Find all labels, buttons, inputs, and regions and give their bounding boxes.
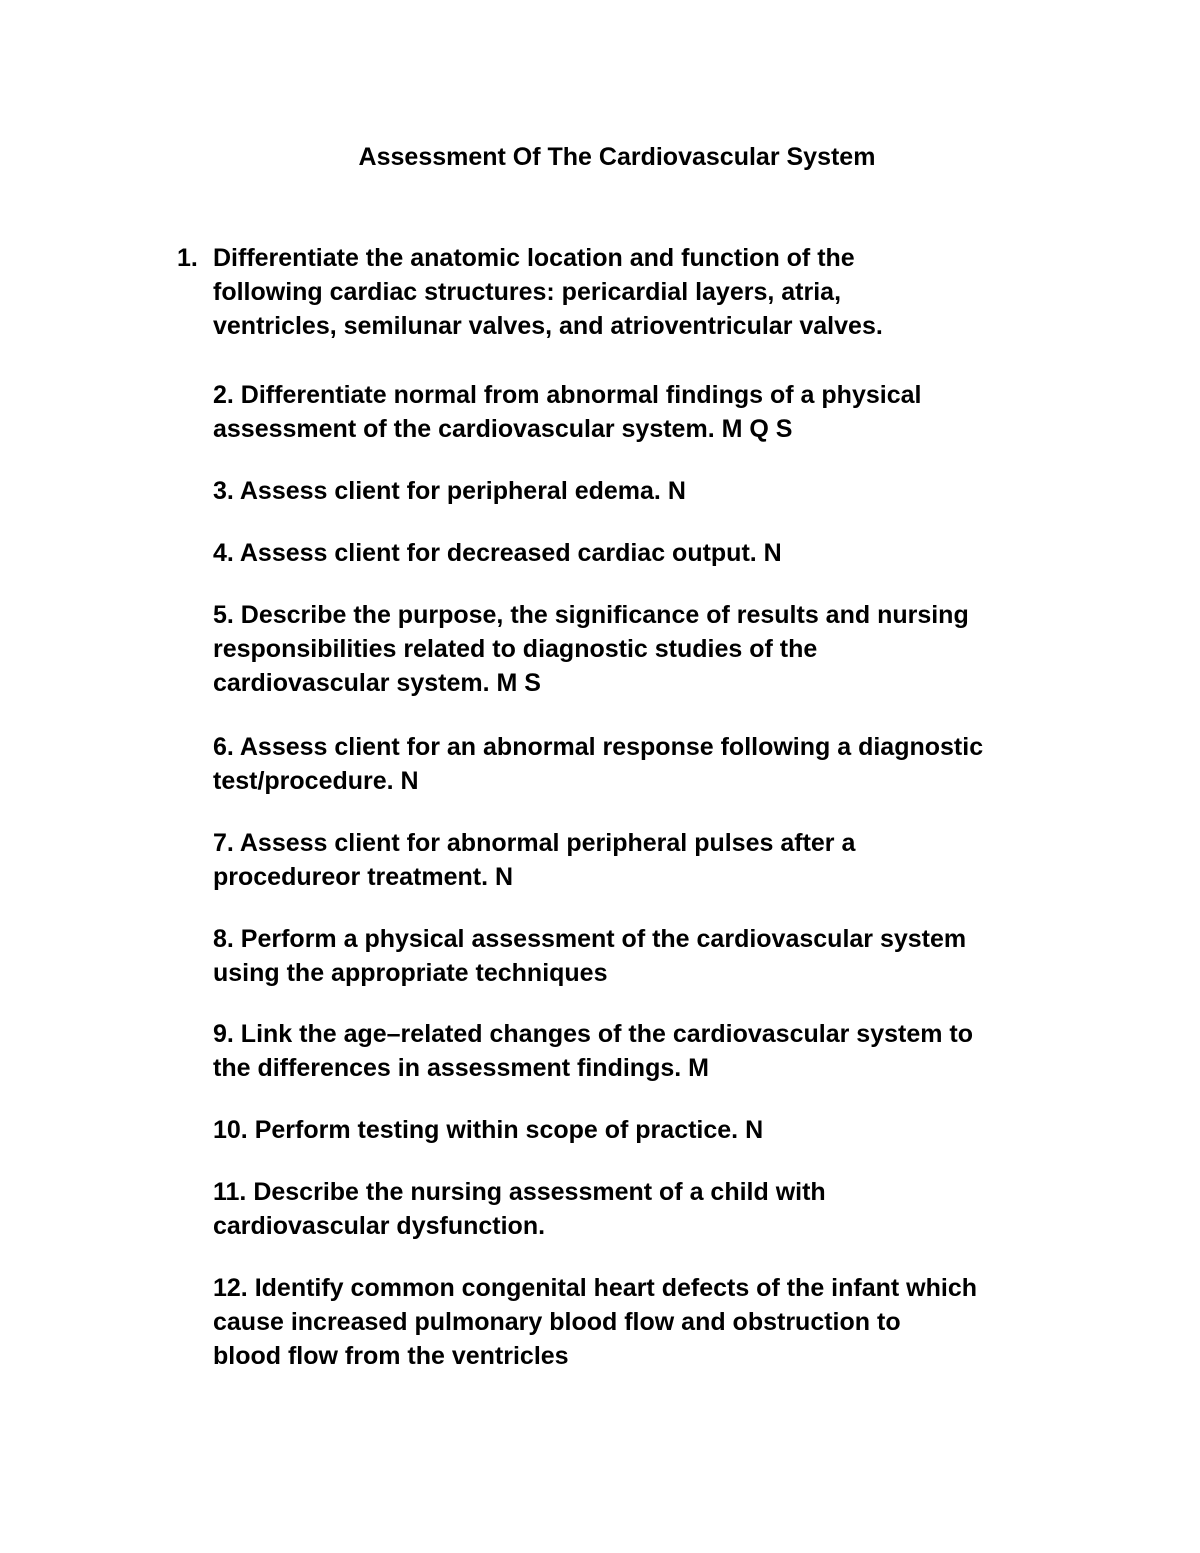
objective-item-8-line-2: using the appropriate techniques: [213, 959, 608, 987]
objective-item-9: [213, 1017, 1113, 1085]
item-1-number: 1.: [177, 244, 198, 272]
objective-item-6: [213, 730, 1113, 798]
objective-item-2-line-1: 2. Differentiate normal from abnormal findings of a physical: [213, 381, 922, 409]
objective-item-11-line-2: cardiovascular dysfunction.: [213, 1212, 546, 1240]
objective-item-2: [213, 378, 1113, 446]
objective-item-11: [213, 1175, 1113, 1243]
objective-item-6-line-1: 6. Assess client for an abnormal response following a diagnostic: [213, 733, 984, 761]
objective-item-12-line-1: 12. Identify common congenital heart defects of the infant which: [213, 1274, 977, 1302]
objective-item-9-line-2: the differences in assessment findings. M: [213, 1054, 709, 1082]
objective-item-7: [213, 826, 1113, 894]
objective-item-4: [213, 536, 1113, 570]
objective-item-10: [213, 1113, 1113, 1147]
objective-item-12-line-3: blood flow from the ventricles: [213, 1342, 569, 1370]
objective-item-1-line-2: following cardiac structures: pericardial layers, atria,: [213, 278, 842, 306]
objective-item-5: [213, 598, 1113, 700]
objective-item-12: [213, 1271, 1113, 1373]
objective-item-3: [213, 474, 1113, 508]
objective-item-10-line-1: 10. Perform testing within scope of practice. N: [213, 1116, 764, 1144]
objective-item-2-line-2: assessment of the cardiovascular system. M Q S: [213, 415, 793, 443]
objective-item-5-line-1: 5. Describe the purpose, the significance of results and nursing: [213, 601, 969, 629]
objective-item-11-line-1: 11. Describe the nursing assessment of a child with: [213, 1178, 826, 1206]
objective-item-4-line-1: 4. Assess client for decreased cardiac output. N: [213, 539, 782, 567]
objective-item-1: [213, 241, 1113, 343]
objective-item-1-line-1: Differentiate the anatomic location and function of the: [213, 244, 855, 272]
objective-item-12-line-2: cause increased pulmonary blood flow and obstruction to: [213, 1308, 901, 1336]
objective-item-9-line-1: 9. Link the age–related changes of the cardiovascular system to: [213, 1020, 973, 1048]
objective-item-5-line-2: responsibilities related to diagnostic studies of the: [213, 635, 818, 663]
objective-item-7-line-2: procedureor treatment. N: [213, 863, 514, 891]
objective-item-5-line-3: cardiovascular system. M S: [213, 669, 541, 697]
objective-item-7-line-1: 7. Assess client for abnormal peripheral pulses after a: [213, 829, 856, 857]
objective-item-1-line-3: ventricles, semilunar valves, and atrioventricular valves.: [213, 312, 883, 340]
objective-item-6-line-2: test/procedure. N: [213, 767, 419, 795]
objective-item-8: [213, 922, 1113, 990]
objective-item-8-line-1: 8. Perform a physical assessment of the cardiovascular system: [213, 925, 967, 953]
document-title: Assessment Of The Cardiovascular System: [358, 143, 876, 171]
objective-item-3-line-1: 3. Assess client for peripheral edema. N: [213, 477, 686, 505]
